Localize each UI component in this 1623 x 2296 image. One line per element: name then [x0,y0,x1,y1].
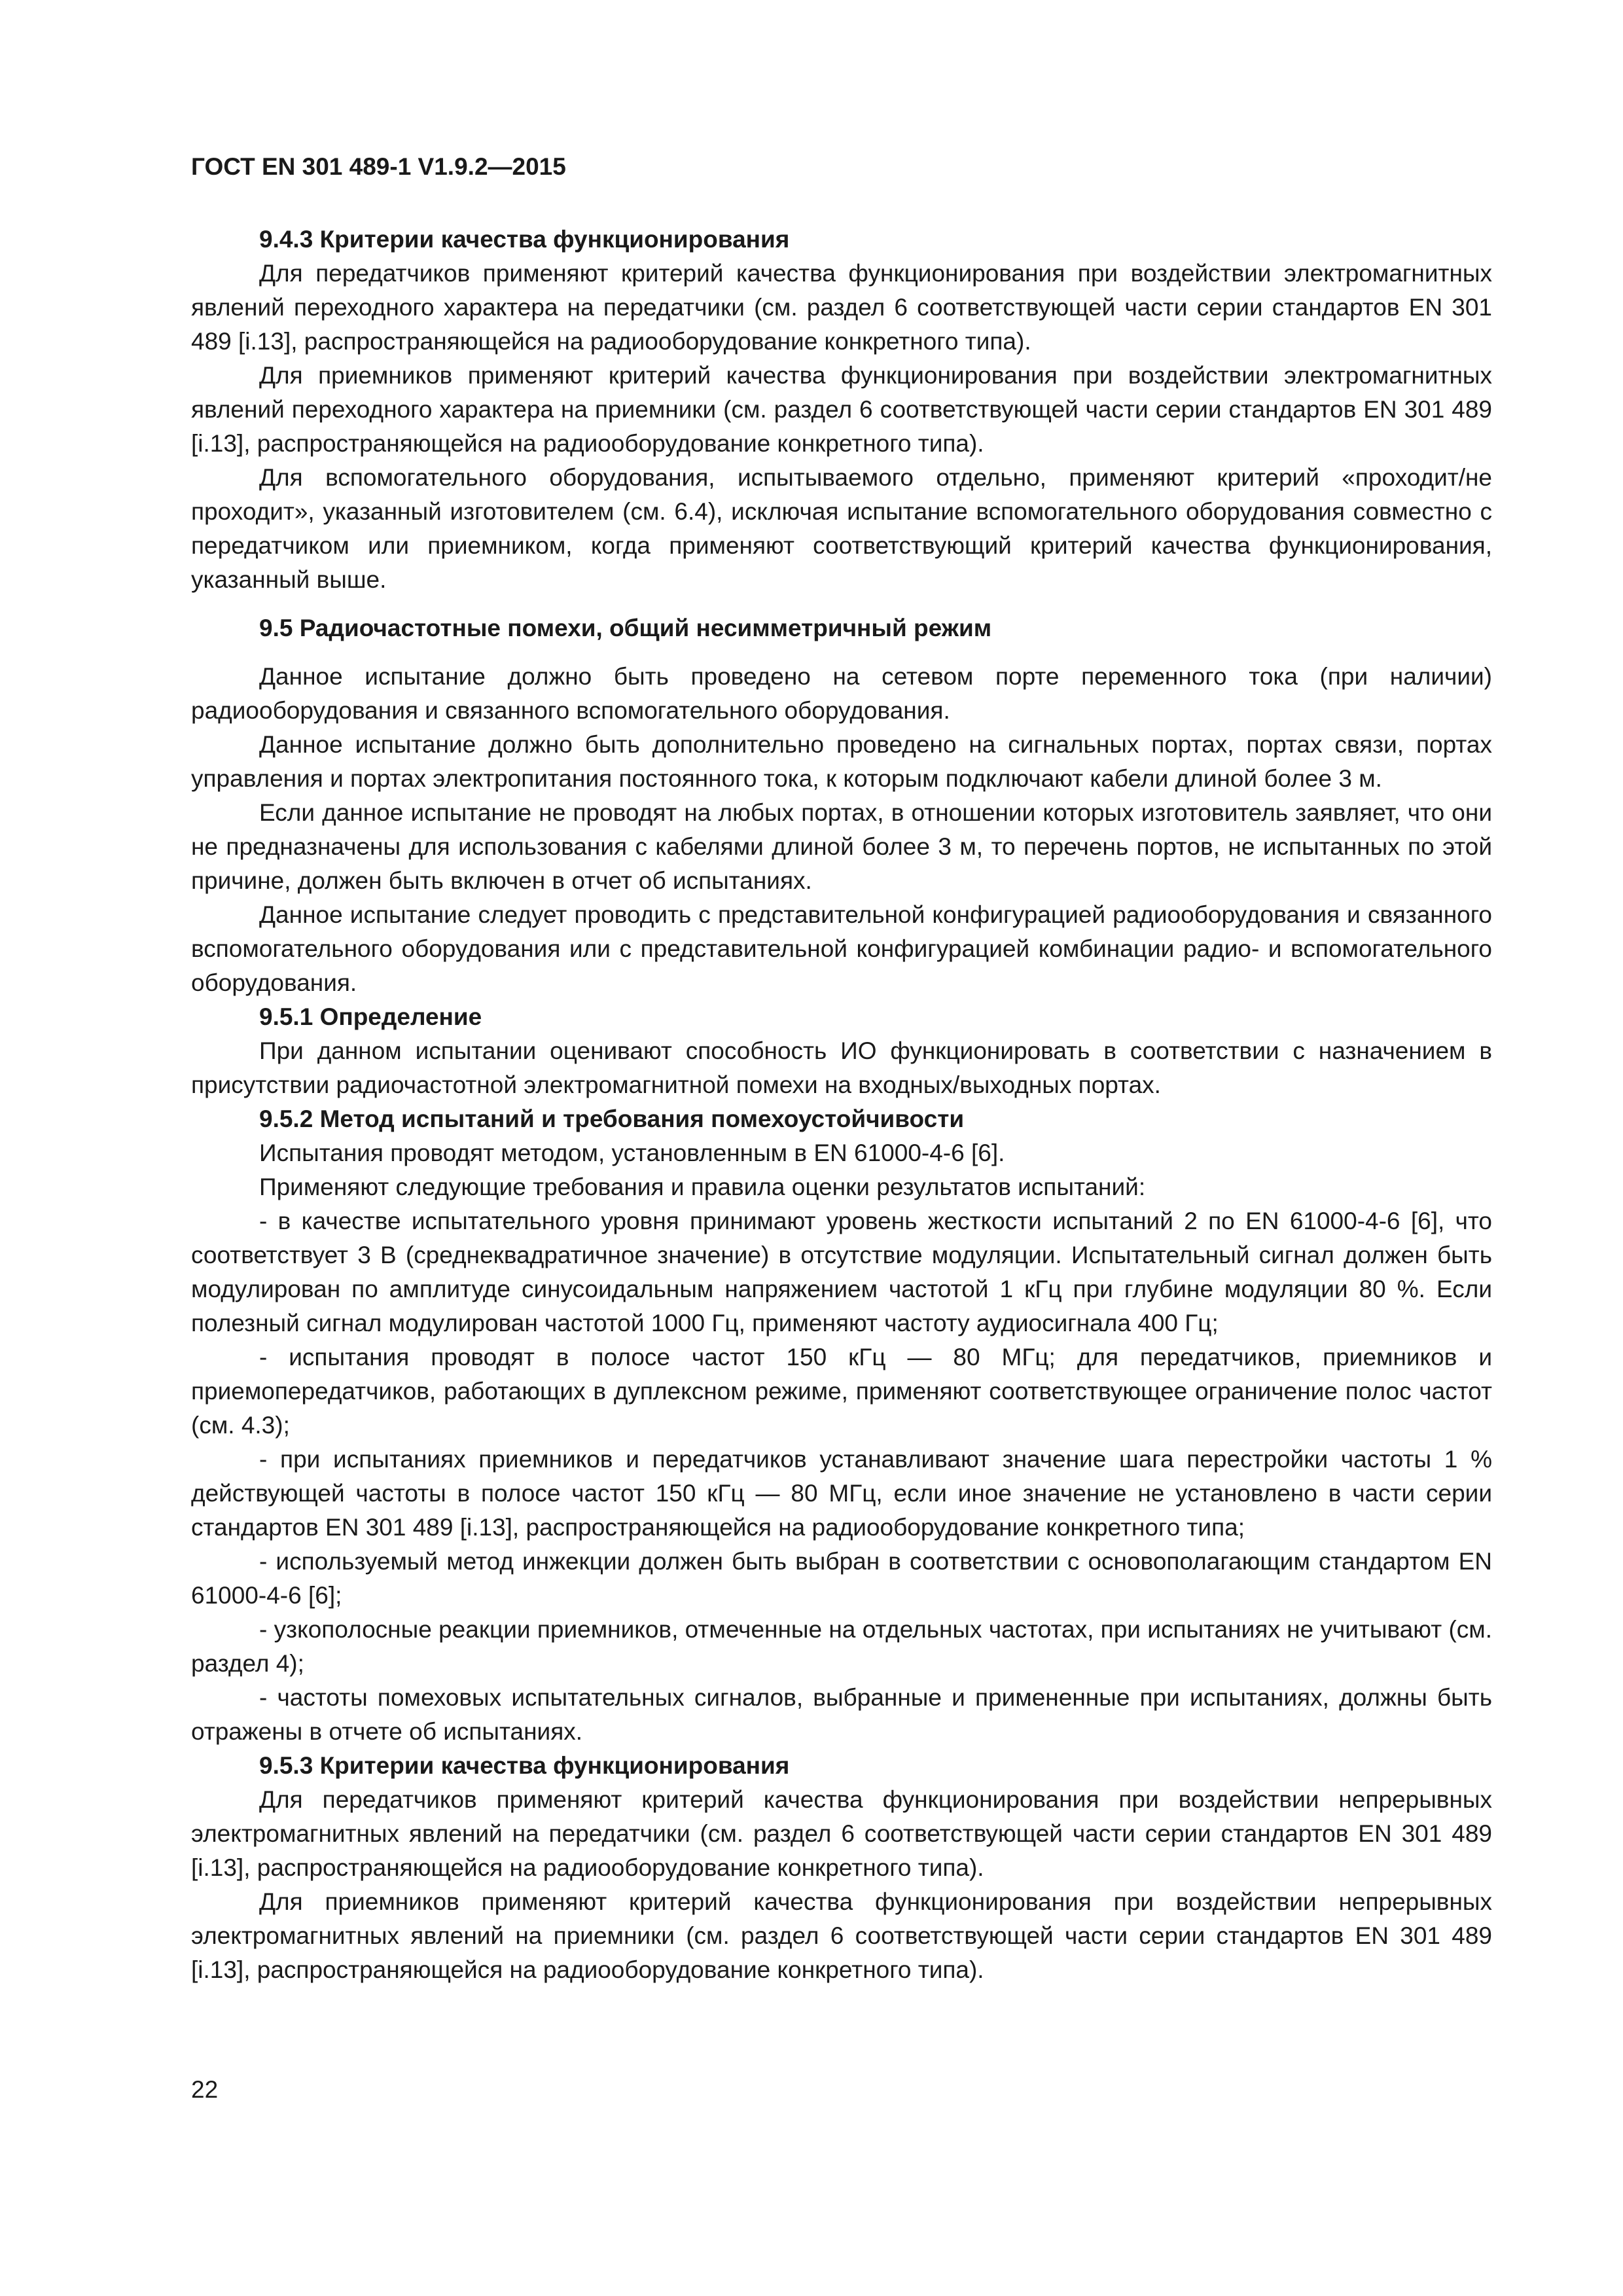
requirements-list [191,1204,1492,1749]
section-9-5-1-heading: 9.5.1 Определение [259,1003,482,1030]
paragraph: Испытания проводят методом, установленным в EN 61000-4-6 [6]. [259,1139,1005,1166]
section-9-4-3-heading: 9.4.3 Критерии качества функционирования [259,226,790,253]
paragraph: Для вспомогательного оборудования, испытываемого отдельно, применяют критерий «проходит/не проходит», указанный изготовителем (см. 6.4), исключая испытание вспомогательного оборудования совместно с передатчиком или приемником, когда применяют соответствующий критерий качества функционирования, указанный выше. [191,464,1492,593]
section-9-5-3-heading: 9.5.3 Критерии качества функционирования [259,1752,790,1779]
page-number: 22 [191,2076,219,2103]
list-item: - испытания проводят в полосе частот 150 кГц — 80 МГц; для передатчиков, приемников и приемопередатчиков, работающих в дуплексном режиме, применяют соответствующее ограничение полос частот (см. 4.3); [191,1344,1492,1439]
list-item: - частоты помеховых испытательных сигналов, выбранные и примененные при испытаниях, должны быть отражены в отчете об испытаниях. [191,1684,1492,1745]
paragraph: Данное испытание должно быть проведено на сетевом порте переменного тока (при наличии) радиооборудования и связанного вспомогательного оборудования. [191,663,1492,724]
paragraph: Для приемников применяют критерий качества функционирования при воздействии электромагнитных явлений переходного характера на приемники (см. раздел 6 соответствующей части серии стандартов EN 301 489 [i.13], распространяющейся на радиооборудование конкретного типа). [191,362,1492,457]
paragraph: Данное испытание следует проводить с представительной конфигурацией радиооборудования и связанного вспомогательного оборудования или с представительной конфигурацией комбинации радио- и вспомогательного оборудования. [191,901,1492,996]
list-item: - при испытаниях приемников и передатчиков устанавливают значение шага перестройки частоты 1 % действующей частоты в полосе частот 150 кГц — 80 МГц, если иное значение не установлено в части серии стандартов EN 301 489 [i.13], распространяющейся на радиооборудование конкретного типа; [191,1446,1492,1541]
list-item: - используемый метод инжекции должен быть выбран в соответствии с основополагающим стандартом EN 61000-4-6 [6]; [191,1548,1492,1609]
paragraph: Если данное испытание не проводят на любых портах, в отношении которых изготовитель заявляет, что они не предназначены для использования с кабелями длиной более 3 м, то перечень портов, не испытанных по этой причине, должен быть включен в отчет об испытаниях. [191,799,1492,894]
paragraph: Для приемников применяют критерий качества функционирования при воздействии непрерывных электромагнитных явлений на приемники (см. раздел 6 соответствующей части серии стандартов EN 301 489 [i.13], распространяющейся на радиооборудование конкретного типа). [191,1888,1492,1983]
section-9-5-heading: 9.5 Радиочастотные помехи, общий несимметричный режим [259,615,992,641]
paragraph: Данное испытание должно быть дополнительно проведено на сигнальных портах, портах связи, портах управления и портах электропитания постоянного тока, к которым подключают кабели длиной более 3 м. [191,731,1492,792]
section-9-5-2-heading: 9.5.2 Метод испытаний и требования помехоустойчивости [259,1105,965,1132]
document-body [191,223,1492,1987]
paragraph: При данном испытании оценивают способность ИО функционировать в соответствии с назначением в присутствии радиочастотной электромагнитной помехи на входных/выходных портах. [191,1037,1492,1098]
list-item: - в качестве испытательного уровня принимают уровень жесткости испытаний 2 по EN 61000-4-6 [6], что соответствует 3 В (среднеквадратичное значение) в отсутствие модуляции. Испытательный сигнал должен быть модулирован по амплитуде синусоидальным напряжением частотой 1 кГц при глубине модуляции 80 %. Если полезный сигнал модулирован частотой 1000 Гц, применяют частоту аудиосигнала 400 Гц; [191,1208,1492,1336]
document-header: ГОСТ EN 301 489-1 V1.9.2—2015 [191,153,566,180]
paragraph: Для передатчиков применяют критерий качества функционирования при воздействии электромагнитных явлений переходного характера на передатчики (см. раздел 6 соответствующей части серии стандартов EN 301 489 [i.13], распространяющейся на радиооборудование конкретного типа). [191,260,1492,355]
list-item: - узкополосные реакции приемников, отмеченные на отдельных частотах, при испытаниях не учитывают (см. раздел 4); [191,1616,1492,1677]
paragraph: Применяют следующие требования и правила оценки результатов испытаний: [259,1174,1146,1200]
paragraph: Для передатчиков применяют критерий качества функционирования при воздействии непрерывных электромагнитных явлений на передатчики (см. раздел 6 соответствующей части серии стандартов EN 301 489 [i.13], распространяющейся на радиооборудование конкретного типа). [191,1786,1492,1881]
